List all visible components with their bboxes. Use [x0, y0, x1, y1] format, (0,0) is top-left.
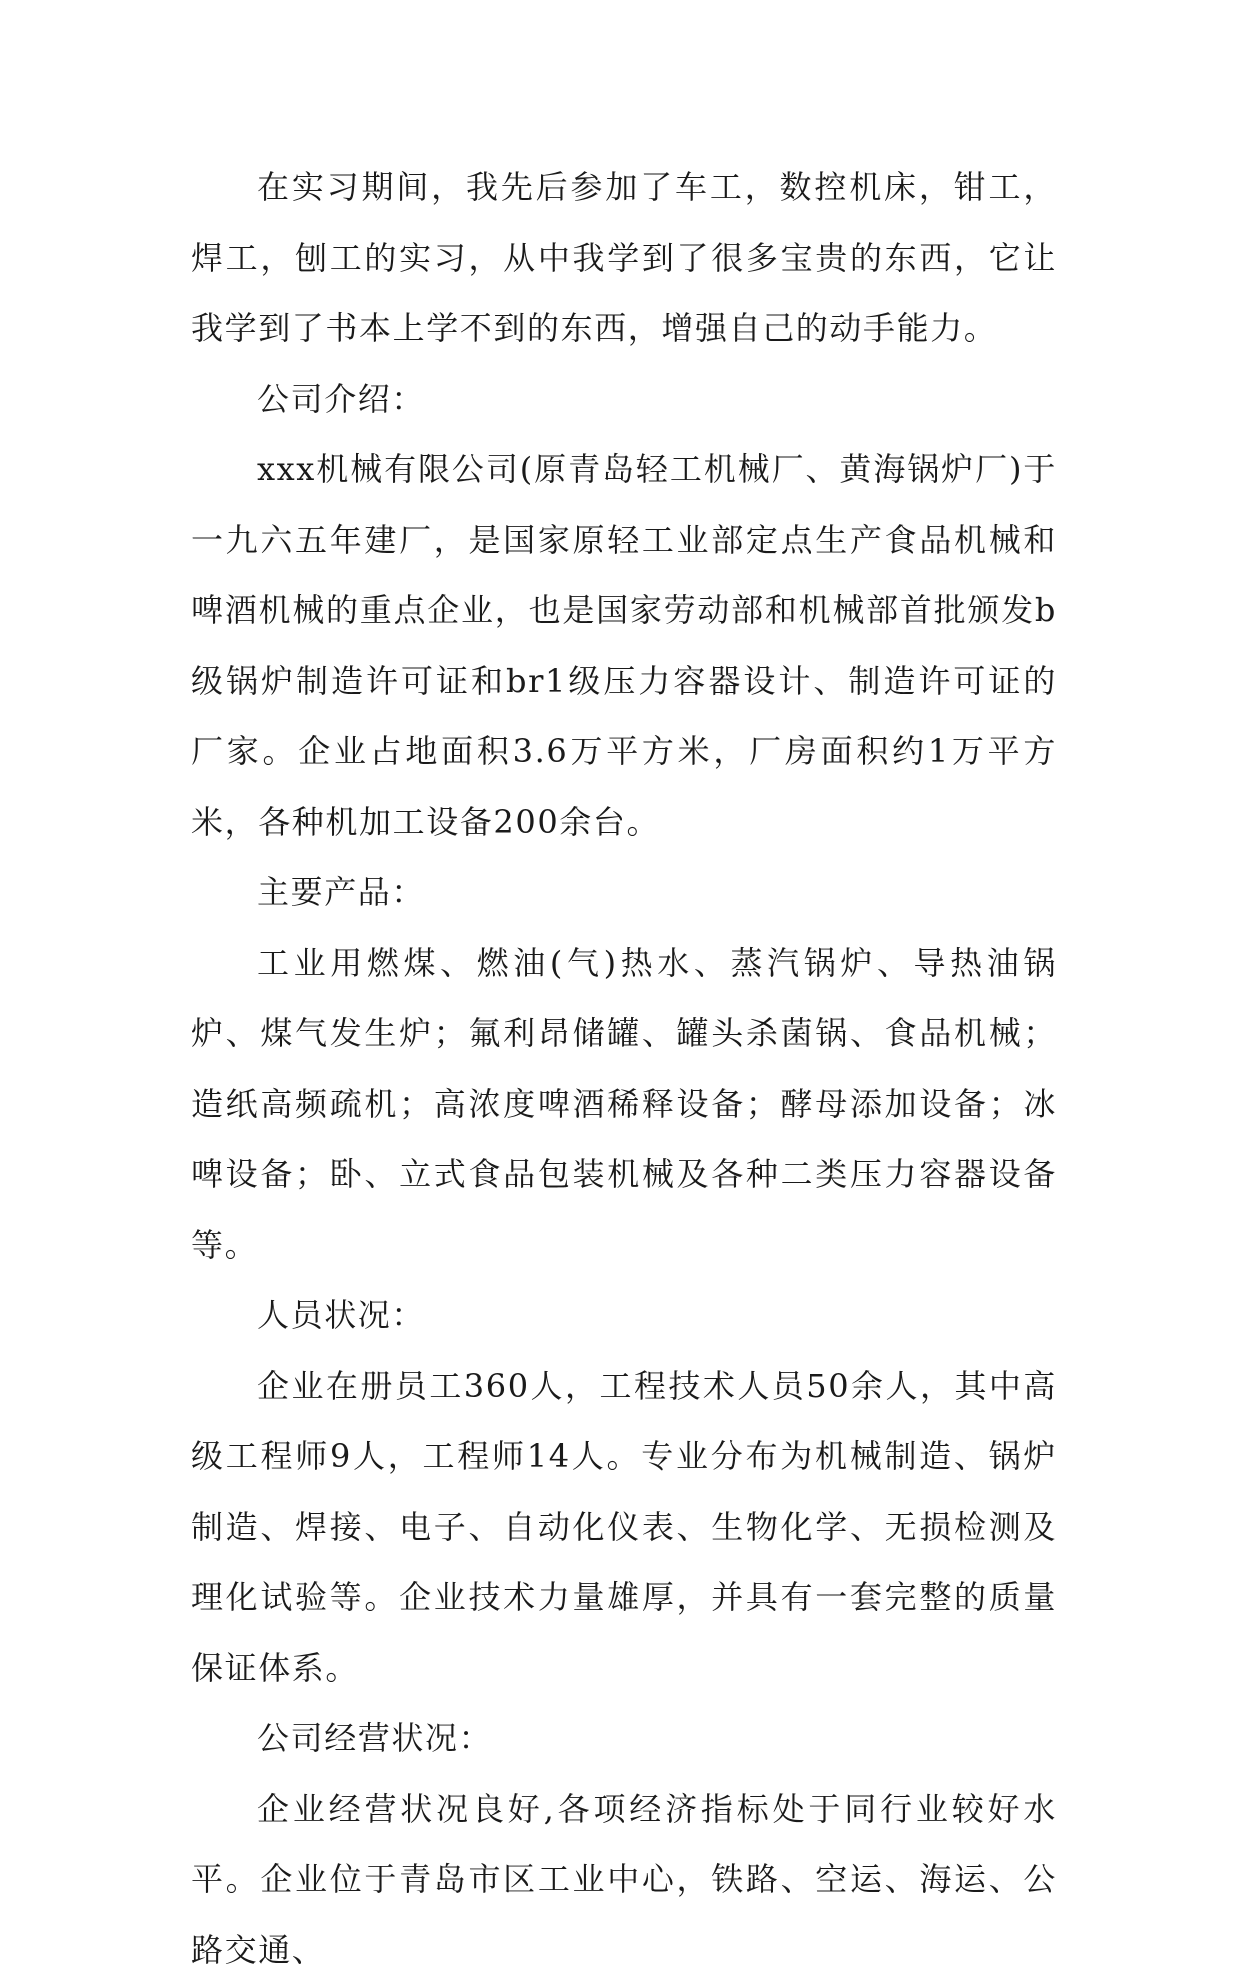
heading-company-intro: 公司介绍：: [191, 364, 1057, 435]
paragraph-internship: 在实习期间，我先后参加了车工，数控机床，钳工，焊工，刨工的实习，从中我学到了很多宝贵的东西，它让我学到了书本上学不到的东西，增强自己的动手能力。: [191, 152, 1057, 364]
paragraph-business-status: 企业经营状况良好,各项经济指标处于同行业较好水平。企业位于青岛市区工业中心，铁路、空运、海运、公路交通、: [191, 1774, 1057, 1985]
paragraph-company-intro: xxx机械有限公司(原青岛轻工机械厂、黄海锅炉厂)于一九六五年建厂，是国家原轻工业部定点生产食品机械和啤酒机械的重点企业，也是国家劳动部和机械部首批颁发b级锅炉制造许可证和br1级压力容器设计、制造许可证的厂家。企业占地面积3.6万平方米，厂房面积约1万平方米，各种机加工设备200余台。: [191, 434, 1057, 857]
paragraph-main-products: 工业用燃煤、燃油(气)热水、蒸汽锅炉、导热油锅炉、煤气发生炉；氟利昂储罐、罐头杀菌锅、食品机械；造纸高频疏机；高浓度啤酒稀释设备；酵母添加设备；冰啤设备；卧、立式食品包装机械及各种二类压力容器设备等。: [191, 928, 1057, 1281]
document-body: [191, 152, 1057, 1985]
heading-main-products: 主要产品：: [191, 857, 1057, 928]
paragraph-staff-status: 企业在册员工360人，工程技术人员50余人，其中高级工程师9人，工程师14人。专业分布为机械制造、锅炉制造、焊接、电子、自动化仪表、生物化学、无损检测及理化试验等。企业技术力量雄厚，并具有一套完整的质量保证体系。: [191, 1351, 1057, 1704]
heading-business-status: 公司经营状况：: [191, 1703, 1057, 1774]
heading-staff-status: 人员状况：: [191, 1280, 1057, 1351]
